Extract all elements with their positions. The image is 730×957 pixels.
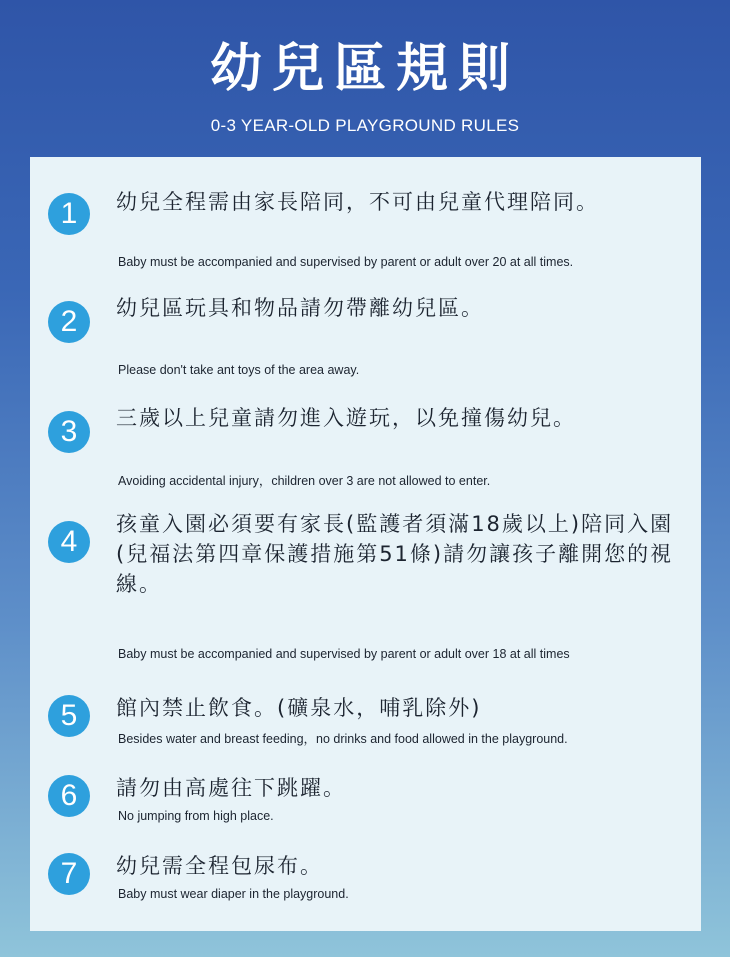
page-title: 幼兒區規則 [209, 38, 520, 99]
rule-text-english: Baby must be accompanied and supervised by parent or adult over 18 at all times [118, 647, 570, 661]
rule-text-english: Avoiding accidental injury，children over 3 are not allowed to enter. [118, 474, 491, 488]
rules-card [30, 157, 701, 931]
rule-text-english: Please don't take ant toys of the area away. [118, 363, 360, 377]
header [0, 0, 730, 150]
rule-number-badge: 4 [48, 521, 90, 563]
rule-number-badge: 5 [48, 695, 90, 737]
rule-text-chinese: 幼兒需全程包尿布。 [116, 854, 323, 878]
rule-number-badge: 3 [48, 411, 90, 453]
rule-text-chinese: 幼兒區玩具和物品請勿帶離幼兒區。 [116, 296, 484, 320]
rule-text-english: Baby must be accompanied and supervised by parent or adult over 20 at all times. [118, 255, 574, 269]
rule-number-badge: 6 [48, 775, 90, 817]
rule-text-chinese: 三歲以上兒童請勿進入遊玩，以免撞傷幼兒。 [116, 406, 576, 430]
rule-text-english: Baby must wear diaper in the playground. [118, 887, 349, 901]
rule-text-english: No jumping from high place. [118, 809, 274, 823]
rule-number-badge: 7 [48, 853, 90, 895]
rule-text-english: Besides water and breast feeding，no drinks and food allowed in the playground. [118, 732, 568, 746]
rule-text-chinese: 孩童入園必須要有家長(監護者須滿18歲以上)陪同入園(兒福法第四章保護措施第51條)請勿讓孩子離開您的視線。 [116, 512, 674, 596]
rule-number-badge: 1 [48, 193, 90, 235]
page-subtitle: 0-3 YEAR-OLD PLAYGROUND RULES [210, 116, 520, 135]
rule-text-chinese: 館內禁止飲食。(礦泉水，哺乳除外) [116, 696, 482, 720]
rule-text-chinese: 幼兒全程需由家長陪同，不可由兒童代理陪同。 [116, 190, 599, 214]
rule-number-badge: 2 [48, 301, 90, 343]
rule-text-chinese: 請勿由高處往下跳躍。 [116, 776, 346, 800]
